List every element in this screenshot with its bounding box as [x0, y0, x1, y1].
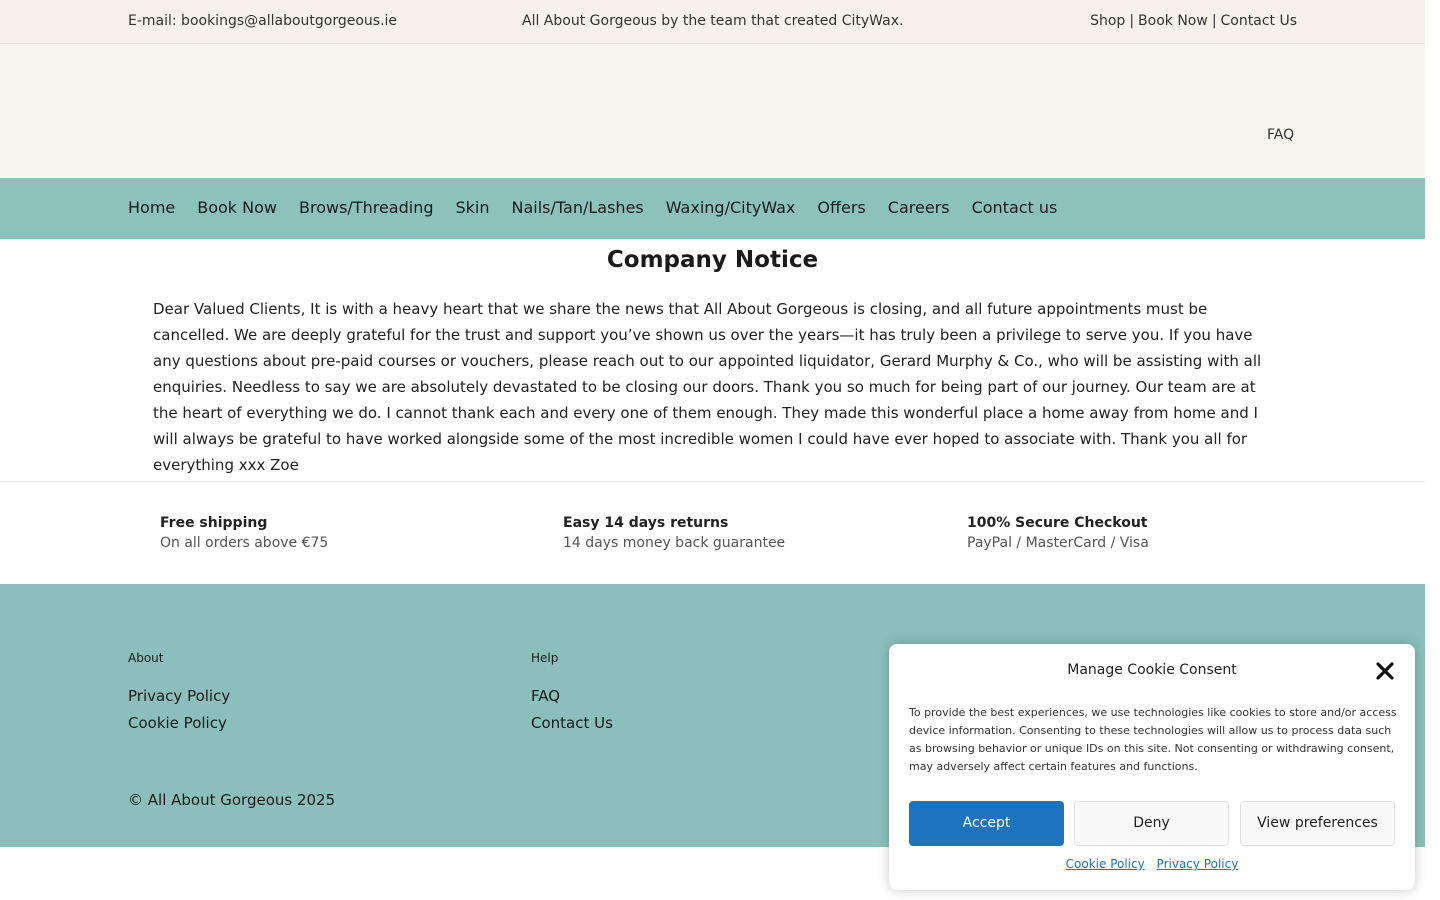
- nav-item-skin[interactable]: Skin: [455, 198, 490, 217]
- separator: |: [1129, 13, 1135, 29]
- cookie-policy-link[interactable]: Cookie Policy: [1065, 857, 1145, 871]
- feature-strip: [0, 482, 1425, 584]
- nav-item-waxing-citywax[interactable]: Waxing/CityWax: [665, 198, 796, 217]
- footer-link-faq[interactable]: FAQ: [531, 687, 561, 705]
- top-link-shop[interactable]: Shop: [1090, 13, 1126, 29]
- footer-link-contact-us[interactable]: Contact Us: [531, 714, 613, 732]
- accept-button[interactable]: Accept: [909, 801, 1064, 846]
- deny-button[interactable]: Deny: [1074, 801, 1229, 846]
- nav-item-offers[interactable]: Offers: [817, 198, 866, 217]
- feature-title: Easy 14 days returns: [563, 515, 729, 531]
- footer-heading: Help: [531, 651, 559, 665]
- feature-desc: PayPal / MasterCard / Visa: [967, 535, 1149, 551]
- nav-item-careers[interactable]: Careers: [887, 198, 950, 217]
- footer-link-cookie-policy[interactable]: Cookie Policy: [128, 714, 227, 732]
- cookie-title: Manage Cookie Consent: [1067, 662, 1237, 678]
- top-link-book-now[interactable]: Book Now: [1138, 13, 1208, 29]
- main-nav: [0, 178, 1425, 239]
- footer-column-help: [531, 651, 613, 737]
- footer-column-about: [128, 651, 230, 737]
- top-bar: [0, 0, 1425, 44]
- feature-free-shipping: [160, 515, 328, 551]
- footer-link-privacy-policy[interactable]: Privacy Policy: [128, 687, 231, 705]
- top-links: [1090, 13, 1297, 29]
- feature-title: 100% Secure Checkout: [967, 515, 1148, 531]
- feature-returns: [563, 515, 785, 551]
- feature-desc: 14 days money back guarantee: [563, 535, 786, 551]
- feature-secure-checkout: [967, 515, 1149, 551]
- separator: |: [1211, 13, 1217, 29]
- nav-list: [128, 198, 1079, 217]
- nav-item-brows-threading[interactable]: Brows/Threading: [299, 198, 434, 217]
- nav-item-contact-us[interactable]: Contact us: [971, 198, 1058, 217]
- scrollbar[interactable]: [1425, 0, 1440, 900]
- tagline: All About Gorgeous by the team that created CityWax.: [522, 13, 904, 29]
- view-preferences-button[interactable]: View preferences: [1240, 801, 1395, 846]
- close-icon[interactable]: [1373, 659, 1397, 683]
- footer-heading: About: [128, 651, 164, 665]
- contact-email[interactable]: E-mail: bookings@allaboutgorgeous.ie: [128, 13, 398, 29]
- company-notice: [0, 239, 1425, 482]
- top-link-contact-us[interactable]: Contact Us: [1220, 13, 1297, 29]
- nav-item-nails-tan-lashes[interactable]: Nails/Tan/Lashes: [511, 198, 644, 217]
- header-faq-link[interactable]: FAQ: [1267, 127, 1295, 143]
- privacy-policy-link[interactable]: Privacy Policy: [1156, 857, 1239, 871]
- cookie-description: To provide the best experiences, we use technologies like cookies to store and/or access device information. Consenting to these technologies will allow us to process data such as browsing behavior or unique IDs on this site. Not consenting or withdrawing consent, may adversely affect certain features and functions.: [909, 706, 1397, 773]
- feature-title: Free shipping: [160, 515, 268, 531]
- cookie-links: [889, 857, 1415, 871]
- nav-item-home[interactable]: Home: [128, 198, 176, 217]
- notice-title: Company Notice: [606, 247, 819, 273]
- cookie-consent-dialog: [889, 644, 1415, 890]
- site-header: [0, 44, 1425, 178]
- notice-body: Dear Valued Clients, It is with a heavy heart that we share the news that All About Gorgeous is closing, and all future appointments must be cancelled. We are deeply grateful for the trust and support you’ve shown us over the years—it has truly been a privilege to serve you. If you have any questions about pre-paid courses or vouchers, please reach out to our appointed liquidator, Gerard Murphy & Co., who will be assisting with all enquiries. Needless to say we are absolutely devastated to be closing our doors. Thank you so much for being part of our journey. Our team are at the heart of everything we do. I cannot thank each and every one of them enough. They made this wonderful place a home away from home and I will always be grateful to have worked alongside some of the most incredible women I could have ever hoped to associate with. Thank you all for everything xxx Zoe: [153, 300, 1262, 474]
- nav-item-book-now[interactable]: Book Now: [197, 198, 277, 217]
- feature-desc: On all orders above €75: [160, 535, 329, 551]
- copyright: © All About Gorgeous 2025: [128, 791, 336, 809]
